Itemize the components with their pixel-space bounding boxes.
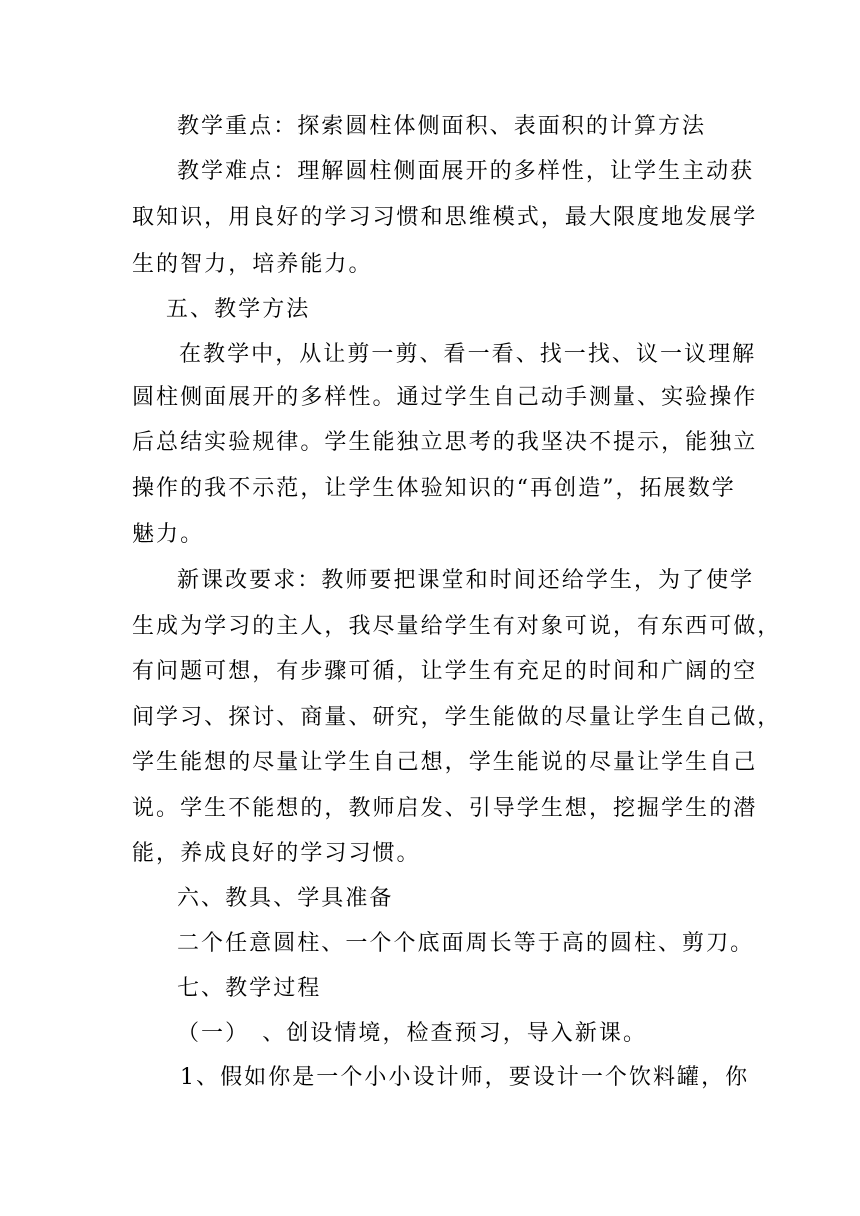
methods-line-1: 在教学中，从让剪一剪、看一看、找一找、议一议理解: [179, 342, 757, 367]
section-heading-methods: 五、教学方法: [166, 297, 311, 322]
reform-line-2: 生成为学习的主人，我尽量给学生有对象可说，有东西可做，: [132, 614, 782, 639]
section-heading-process: 七、教学过程: [177, 976, 322, 1001]
methods-line-4: 操作的我不示范，让学生体验知识的“再创造”，拓展数学: [132, 476, 736, 501]
reform-line-7: 能，养成良好的学习习惯。: [132, 841, 421, 866]
methods-line-3: 后总结实验规律。学生能独立思考的我坚决不提示，能独立: [132, 430, 758, 455]
methods-line-2: 圆柱侧面展开的多样性。通过学生自己动手测量、实验操作: [132, 385, 758, 410]
reform-line-5: 学生能想的尽量让学生自己想，学生能说的尽量让学生自己: [132, 750, 758, 775]
process-step-1: （一） 、创设情境，检查预习，导入新课。: [177, 1021, 648, 1046]
reform-line-4: 间学习、探讨、商量、研究，学生能做的尽量让学生自己做，: [132, 705, 782, 730]
methods-line-5: 魅力。: [132, 522, 205, 547]
difficulty-line-2: 取知识，用良好的学习习惯和思维模式，最大限度地发展学: [132, 205, 758, 230]
tools-line: 二个任意圆柱、一个个底面周长等于高的圆柱、剪刀。: [177, 931, 755, 956]
process-item-1: 1、假如你是一个小小设计师，要设计一个饮料罐，你: [180, 1065, 750, 1090]
difficulty-line-1: 教学难点：理解圆柱侧面展开的多样性，让学生主动获: [177, 159, 755, 184]
key-point-line: 教学重点：探索圆柱体侧面积、表面积的计算方法: [177, 114, 707, 139]
section-heading-tools: 六、教具、学具准备: [177, 886, 394, 911]
reform-line-1: 新课改要求：教师要把课堂和时间还给学生，为了使学: [177, 568, 755, 593]
reform-line-6: 说。学生不能想的，教师启发、引导学生想，挖掘学生的潜: [132, 796, 758, 821]
difficulty-line-3: 生的智力，培养能力。: [132, 252, 373, 277]
reform-line-3: 有问题可想，有步骤可循，让学生有充足的时间和广阔的空: [132, 659, 758, 684]
